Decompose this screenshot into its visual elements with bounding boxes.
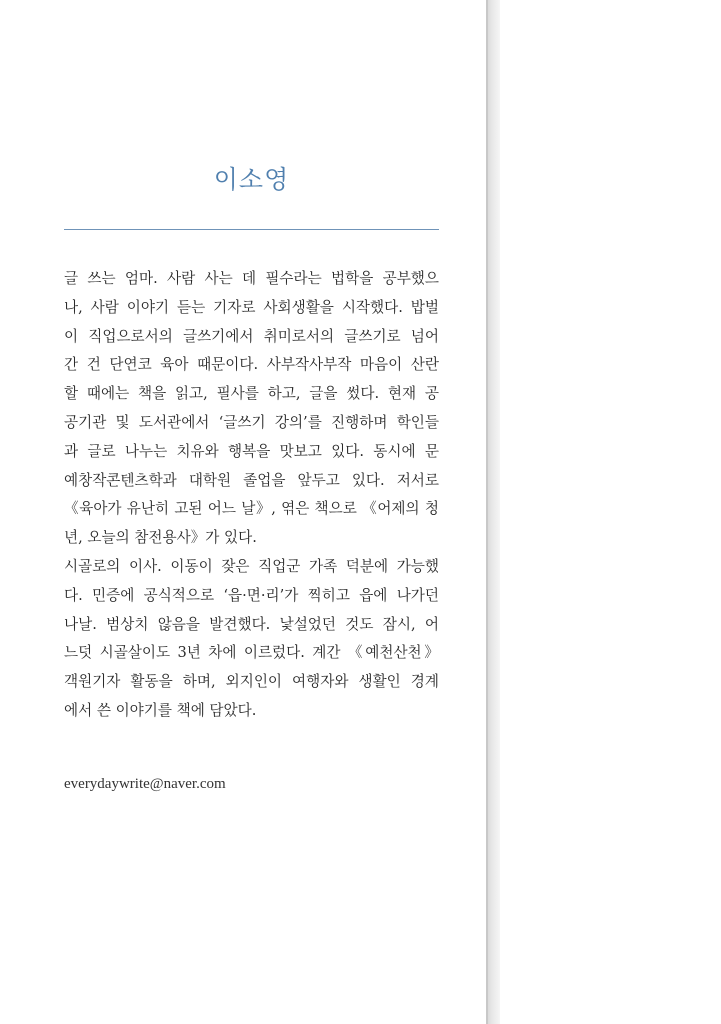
- title-divider: [64, 229, 439, 230]
- bio-line: 할 때에는 책을 읽고, 필사를 하고, 글을 썼다. 현재 공: [64, 385, 439, 403]
- bio-line: 에서 쓴 이야기를 책에 담았다.: [64, 701, 257, 719]
- bio-line: 느덧 시골살이도 3년 차에 이르렀다. 계간 《예천산천》: [64, 644, 439, 662]
- bio-line: 나, 사람 이야기 듣는 기자로 사회생활을 시작했다. 밥벌: [64, 298, 439, 316]
- bio-line: 이 직업으로서의 글쓰기에서 취미로서의 글쓰기로 넘어: [64, 327, 439, 345]
- bio-line: 시골로의 이사. 이동이 잦은 직업군 가족 덕분에 가능했: [64, 557, 439, 575]
- author-bio: [64, 265, 444, 726]
- author-email: everydaywrite@naver.com: [64, 776, 226, 792]
- bio-line: 간 건 단연코 육아 때문이다. 사부작사부작 마음이 산란: [64, 356, 439, 374]
- bio-line: 예창작콘텐츠학과 대학원 졸업을 앞두고 있다. 저서로: [64, 471, 439, 489]
- bio-line: 다. 민증에 공식적으로 ‘읍·면·리’가 찍히고 읍에 나가던: [64, 586, 439, 604]
- spine-edge: [486, 0, 488, 1024]
- bio-line: 과 글로 나누는 치유와 행복을 맛보고 있다. 동시에 문: [64, 442, 439, 460]
- bio-line: 글 쓰는 엄마. 사람 사는 데 필수라는 법학을 공부했으: [64, 270, 439, 287]
- spine-shadow: [486, 0, 500, 1024]
- author-name: 이소영: [213, 165, 290, 194]
- bio-line: 년, 오늘의 참전용사》가 있다.: [64, 529, 257, 547]
- bio-line: 공기관 및 도서관에서 ‘글쓰기 강의’를 진행하며 학인들: [64, 413, 439, 431]
- bio-line: 나날. 범상치 않음을 발견했다. 낯설었던 것도 잠시, 어: [64, 615, 439, 633]
- bio-line: 객원기자 활동을 하며, 외지인이 여행자와 생활인 경계: [64, 673, 439, 691]
- bio-line: 《육아가 유난히 고된 어느 날》, 엮은 책으로 《어제의 청: [64, 500, 439, 518]
